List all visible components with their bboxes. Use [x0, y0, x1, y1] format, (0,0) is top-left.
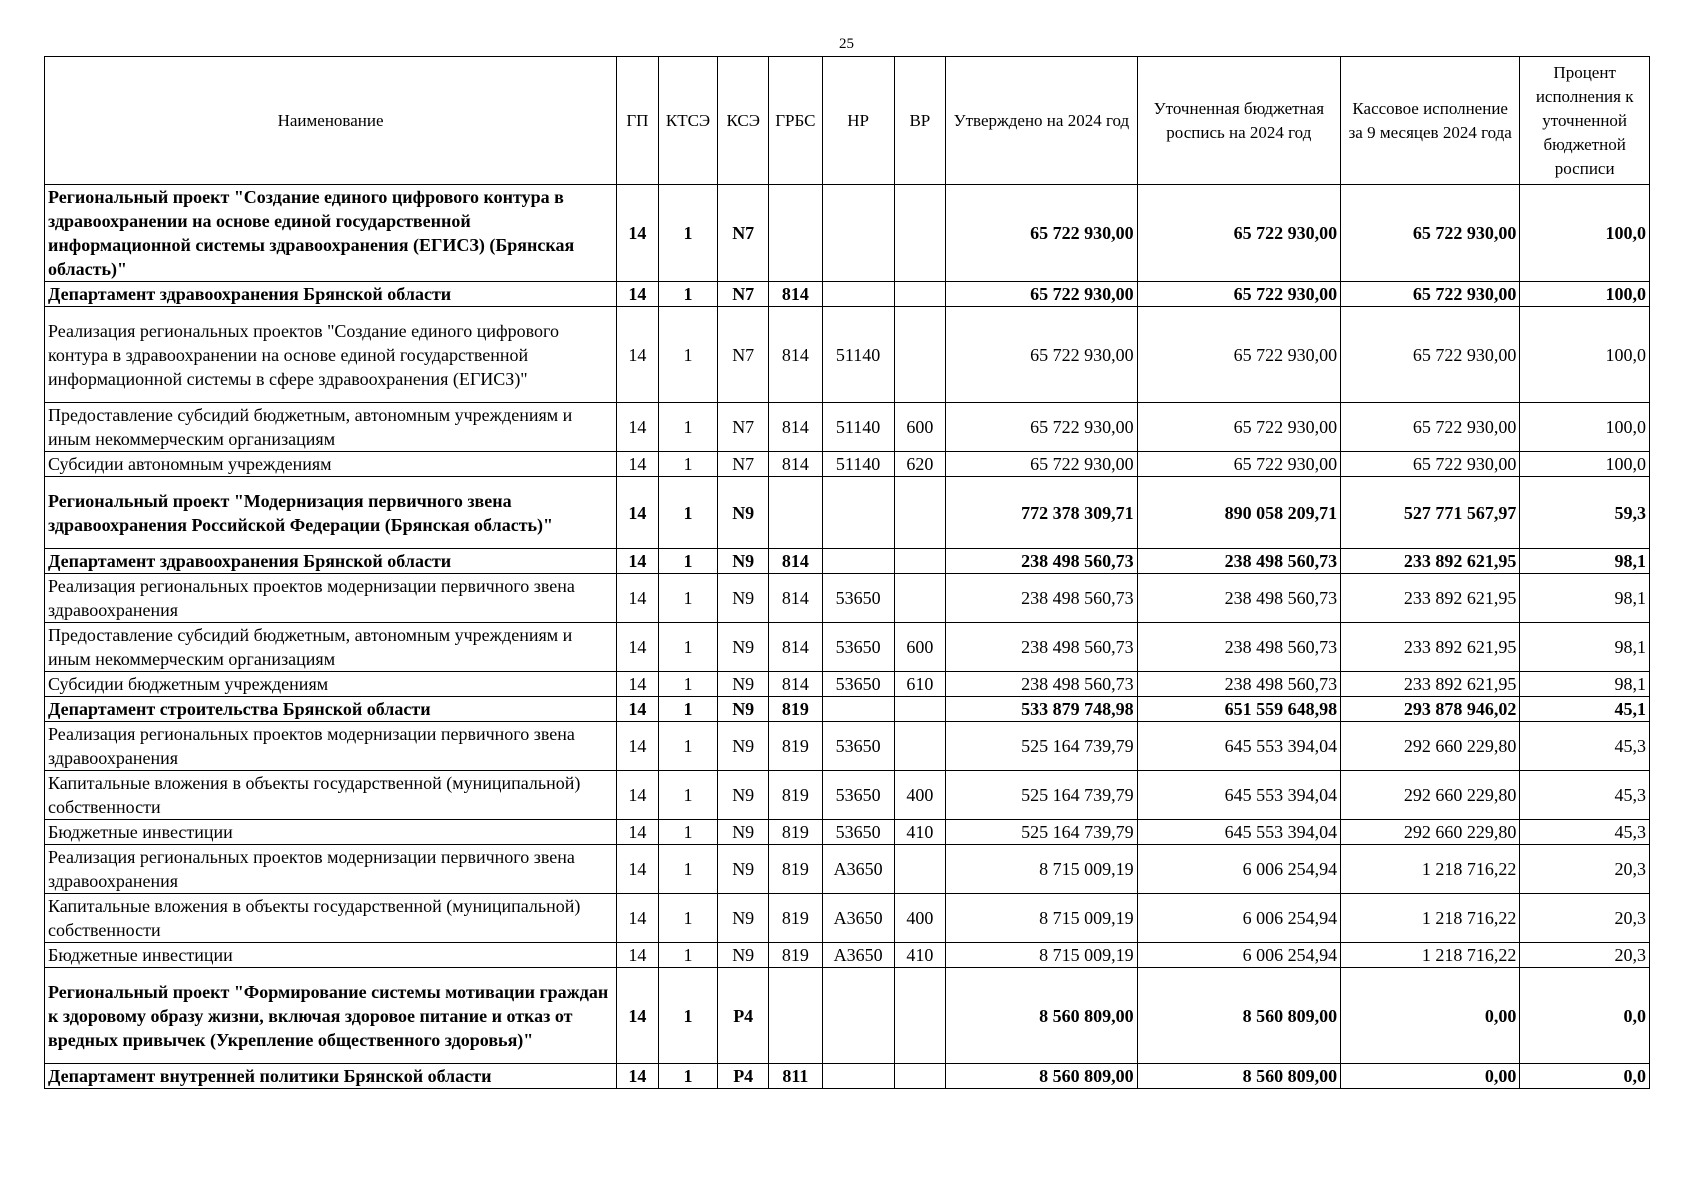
- cell-percent: 100,0: [1520, 282, 1650, 307]
- cell-nr: А3650: [822, 845, 894, 894]
- cell-kse: N9: [718, 771, 769, 820]
- cell-refined: 65 722 930,00: [1137, 403, 1341, 452]
- cell-vr: [894, 307, 946, 403]
- cell-name: Реализация региональных проектов модернизации первичного звена здравоохранения: [45, 722, 617, 771]
- cell-approved: 525 164 739,79: [946, 722, 1137, 771]
- cell-name: Бюджетные инвестиции: [45, 943, 617, 968]
- table-row: [45, 403, 1650, 452]
- table-row: [45, 282, 1650, 307]
- cell-grbs: 814: [769, 549, 823, 574]
- cell-kse: N9: [718, 722, 769, 771]
- cell-vr: [894, 185, 946, 282]
- cell-approved: 8 560 809,00: [946, 1064, 1137, 1089]
- cell-vr: 400: [894, 894, 946, 943]
- cell-ktse: 1: [658, 894, 718, 943]
- cell-vr: [894, 1064, 946, 1089]
- table-row: [45, 549, 1650, 574]
- cell-vr: 620: [894, 452, 946, 477]
- cell-cash: 65 722 930,00: [1341, 185, 1520, 282]
- cell-percent: 0,0: [1520, 968, 1650, 1064]
- cell-percent: 98,1: [1520, 672, 1650, 697]
- table-row: [45, 771, 1650, 820]
- cell-kse: N7: [718, 452, 769, 477]
- cell-nr: 51140: [822, 452, 894, 477]
- cell-approved: 65 722 930,00: [946, 185, 1137, 282]
- cell-ktse: 1: [658, 403, 718, 452]
- cell-name: Субсидии бюджетным учреждениям: [45, 672, 617, 697]
- cell-name: Реализация региональных проектов модернизации первичного звена здравоохранения: [45, 574, 617, 623]
- cell-nr: [822, 968, 894, 1064]
- cell-nr: А3650: [822, 894, 894, 943]
- cell-percent: 45,3: [1520, 722, 1650, 771]
- cell-kse: N9: [718, 894, 769, 943]
- cell-gp: 14: [617, 452, 659, 477]
- cell-cash: 527 771 567,97: [1341, 477, 1520, 549]
- cell-ktse: 1: [658, 697, 718, 722]
- cell-approved: 8 715 009,19: [946, 845, 1137, 894]
- cell-cash: 1 218 716,22: [1341, 894, 1520, 943]
- cell-gp: 14: [617, 307, 659, 403]
- table-row: [45, 845, 1650, 894]
- header-percent: Процент исполнения к уточненной бюджетной росписи: [1520, 57, 1650, 185]
- cell-percent: 100,0: [1520, 307, 1650, 403]
- cell-percent: 45,3: [1520, 820, 1650, 845]
- header-refined: Уточненная бюджетная роспись на 2024 год: [1137, 57, 1341, 185]
- cell-refined: 8 560 809,00: [1137, 1064, 1341, 1089]
- cell-gp: 14: [617, 574, 659, 623]
- header-kse: КСЭ: [718, 57, 769, 185]
- table-header-row: [45, 57, 1650, 185]
- header-cash: Кассовое исполнение за 9 месяцев 2024 года: [1341, 57, 1520, 185]
- cell-kse: N9: [718, 845, 769, 894]
- cell-gp: 14: [617, 894, 659, 943]
- cell-vr: 610: [894, 672, 946, 697]
- cell-gp: 14: [617, 722, 659, 771]
- page-number: 25: [839, 36, 854, 52]
- cell-kse: N9: [718, 574, 769, 623]
- table-row: [45, 307, 1650, 403]
- cell-kse: N9: [718, 549, 769, 574]
- cell-vr: [894, 549, 946, 574]
- cell-percent: 98,1: [1520, 549, 1650, 574]
- cell-refined: 238 498 560,73: [1137, 574, 1341, 623]
- cell-name: Департамент здравоохранения Брянской области: [45, 282, 617, 307]
- cell-vr: 410: [894, 820, 946, 845]
- cell-kse: N9: [718, 623, 769, 672]
- cell-refined: 238 498 560,73: [1137, 672, 1341, 697]
- cell-vr: 410: [894, 943, 946, 968]
- table-body: [45, 185, 1650, 1089]
- cell-vr: [894, 722, 946, 771]
- cell-ktse: 1: [658, 820, 718, 845]
- cell-approved: 65 722 930,00: [946, 307, 1137, 403]
- cell-kse: Р4: [718, 1064, 769, 1089]
- cell-kse: N9: [718, 697, 769, 722]
- cell-ktse: 1: [658, 722, 718, 771]
- table-row: [45, 452, 1650, 477]
- cell-approved: 525 164 739,79: [946, 771, 1137, 820]
- cell-refined: 65 722 930,00: [1137, 307, 1341, 403]
- cell-cash: 292 660 229,80: [1341, 771, 1520, 820]
- cell-cash: 0,00: [1341, 1064, 1520, 1089]
- cell-cash: 233 892 621,95: [1341, 672, 1520, 697]
- cell-approved: 8 715 009,19: [946, 943, 1137, 968]
- cell-vr: [894, 477, 946, 549]
- cell-kse: N9: [718, 477, 769, 549]
- cell-gp: 14: [617, 403, 659, 452]
- cell-refined: 645 553 394,04: [1137, 771, 1341, 820]
- cell-grbs: 814: [769, 672, 823, 697]
- table-row: [45, 943, 1650, 968]
- cell-refined: 645 553 394,04: [1137, 722, 1341, 771]
- header-grbs: ГРБС: [769, 57, 823, 185]
- cell-ktse: 1: [658, 771, 718, 820]
- cell-ktse: 1: [658, 845, 718, 894]
- cell-grbs: 819: [769, 697, 823, 722]
- cell-percent: 20,3: [1520, 894, 1650, 943]
- header-vr: ВР: [894, 57, 946, 185]
- cell-kse: N9: [718, 672, 769, 697]
- cell-grbs: [769, 185, 823, 282]
- cell-approved: 772 378 309,71: [946, 477, 1137, 549]
- cell-cash: 1 218 716,22: [1341, 845, 1520, 894]
- cell-ktse: 1: [658, 282, 718, 307]
- cell-vr: [894, 968, 946, 1064]
- cell-name: Капитальные вложения в объекты государственной (муниципальной) собственности: [45, 771, 617, 820]
- cell-nr: [822, 549, 894, 574]
- cell-vr: 600: [894, 623, 946, 672]
- cell-nr: 51140: [822, 307, 894, 403]
- cell-cash: 233 892 621,95: [1341, 574, 1520, 623]
- cell-name: Региональный проект "Формирование системы мотивации граждан к здоровому образу жизни, включая здоровое питание и отказ от вредных привычек (Укрепление общественного здоровья)": [45, 968, 617, 1064]
- cell-cash: 292 660 229,80: [1341, 820, 1520, 845]
- table-row: [45, 477, 1650, 549]
- table-row: [45, 672, 1650, 697]
- cell-vr: [894, 574, 946, 623]
- cell-ktse: 1: [658, 1064, 718, 1089]
- cell-approved: 65 722 930,00: [946, 403, 1137, 452]
- cell-name: Субсидии автономным учреждениям: [45, 452, 617, 477]
- table-row: [45, 820, 1650, 845]
- cell-refined: 645 553 394,04: [1137, 820, 1341, 845]
- cell-grbs: [769, 968, 823, 1064]
- cell-grbs: 814: [769, 282, 823, 307]
- cell-cash: 65 722 930,00: [1341, 282, 1520, 307]
- cell-refined: 890 058 209,71: [1137, 477, 1341, 549]
- cell-gp: 14: [617, 968, 659, 1064]
- cell-refined: 651 559 648,98: [1137, 697, 1341, 722]
- cell-name: Бюджетные инвестиции: [45, 820, 617, 845]
- cell-kse: N7: [718, 307, 769, 403]
- cell-name: Предоставление субсидий бюджетным, автономным учреждениям и иным некоммерческим организациям: [45, 623, 617, 672]
- cell-refined: 6 006 254,94: [1137, 845, 1341, 894]
- cell-grbs: 814: [769, 623, 823, 672]
- cell-percent: 20,3: [1520, 845, 1650, 894]
- cell-gp: 14: [617, 820, 659, 845]
- cell-gp: 14: [617, 697, 659, 722]
- cell-cash: 233 892 621,95: [1341, 549, 1520, 574]
- cell-percent: 45,1: [1520, 697, 1650, 722]
- cell-gp: 14: [617, 943, 659, 968]
- cell-approved: 525 164 739,79: [946, 820, 1137, 845]
- cell-grbs: 819: [769, 845, 823, 894]
- header-approved: Утверждено на 2024 год: [946, 57, 1137, 185]
- cell-refined: 8 560 809,00: [1137, 968, 1341, 1064]
- cell-refined: 238 498 560,73: [1137, 549, 1341, 574]
- cell-gp: 14: [617, 771, 659, 820]
- cell-ktse: 1: [658, 574, 718, 623]
- cell-vr: [894, 845, 946, 894]
- cell-approved: 533 879 748,98: [946, 697, 1137, 722]
- cell-refined: 65 722 930,00: [1137, 282, 1341, 307]
- cell-ktse: 1: [658, 549, 718, 574]
- cell-refined: 6 006 254,94: [1137, 894, 1341, 943]
- cell-kse: N9: [718, 820, 769, 845]
- cell-ktse: 1: [658, 672, 718, 697]
- cell-vr: 400: [894, 771, 946, 820]
- table-row: [45, 574, 1650, 623]
- cell-approved: 65 722 930,00: [946, 452, 1137, 477]
- cell-cash: 292 660 229,80: [1341, 722, 1520, 771]
- cell-refined: 65 722 930,00: [1137, 452, 1341, 477]
- cell-gp: 14: [617, 1064, 659, 1089]
- cell-refined: 65 722 930,00: [1137, 185, 1341, 282]
- cell-name: Реализация региональных проектов "Создание единого цифрового контура в здравоохранении на основе единой государственной информационной системы в сфере здравоохранения (ЕГИСЗ)": [45, 307, 617, 403]
- cell-name: Департамент внутренней политики Брянской области: [45, 1064, 617, 1089]
- cell-ktse: 1: [658, 968, 718, 1064]
- cell-grbs: 819: [769, 943, 823, 968]
- cell-cash: 65 722 930,00: [1341, 307, 1520, 403]
- cell-name: Департамент строительства Брянской области: [45, 697, 617, 722]
- cell-nr: 53650: [822, 771, 894, 820]
- cell-nr: 53650: [822, 722, 894, 771]
- cell-cash: 1 218 716,22: [1341, 943, 1520, 968]
- cell-name: Региональный проект "Модернизация первичного звена здравоохранения Российской Федерации (Брянская область)": [45, 477, 617, 549]
- cell-grbs: 814: [769, 403, 823, 452]
- cell-grbs: 811: [769, 1064, 823, 1089]
- cell-name: Региональный проект "Создание единого цифрового контура в здравоохранении на основе единой государственной информационной системы здравоохранения (ЕГИСЗ) (Брянская область)": [45, 185, 617, 282]
- budget-table: [44, 56, 1650, 1089]
- cell-gp: 14: [617, 672, 659, 697]
- table-row: [45, 722, 1650, 771]
- header-ktse: КТСЭ: [658, 57, 718, 185]
- cell-name: Капитальные вложения в объекты государственной (муниципальной) собственности: [45, 894, 617, 943]
- cell-grbs: 819: [769, 722, 823, 771]
- cell-grbs: 814: [769, 574, 823, 623]
- cell-kse: N7: [718, 403, 769, 452]
- cell-cash: 65 722 930,00: [1341, 403, 1520, 452]
- cell-kse: N9: [718, 943, 769, 968]
- cell-cash: 233 892 621,95: [1341, 623, 1520, 672]
- cell-percent: 0,0: [1520, 1064, 1650, 1089]
- cell-percent: 98,1: [1520, 574, 1650, 623]
- table-row: [45, 968, 1650, 1064]
- cell-vr: 600: [894, 403, 946, 452]
- cell-approved: 238 498 560,73: [946, 672, 1137, 697]
- cell-refined: 6 006 254,94: [1137, 943, 1341, 968]
- cell-approved: 238 498 560,73: [946, 623, 1137, 672]
- cell-approved: 65 722 930,00: [946, 282, 1137, 307]
- cell-kse: Р4: [718, 968, 769, 1064]
- cell-name: Департамент здравоохранения Брянской области: [45, 549, 617, 574]
- header-nr: НР: [822, 57, 894, 185]
- cell-nr: 53650: [822, 820, 894, 845]
- cell-approved: 238 498 560,73: [946, 574, 1137, 623]
- table-row: [45, 1064, 1650, 1089]
- cell-nr: [822, 697, 894, 722]
- header-gp: ГП: [617, 57, 659, 185]
- cell-gp: 14: [617, 477, 659, 549]
- cell-cash: 293 878 946,02: [1341, 697, 1520, 722]
- cell-approved: 238 498 560,73: [946, 549, 1137, 574]
- cell-nr: А3650: [822, 943, 894, 968]
- cell-percent: 45,3: [1520, 771, 1650, 820]
- cell-gp: 14: [617, 185, 659, 282]
- cell-ktse: 1: [658, 185, 718, 282]
- cell-nr: 53650: [822, 574, 894, 623]
- cell-grbs: 814: [769, 452, 823, 477]
- cell-gp: 14: [617, 845, 659, 894]
- cell-percent: 100,0: [1520, 452, 1650, 477]
- cell-nr: 51140: [822, 403, 894, 452]
- cell-ktse: 1: [658, 623, 718, 672]
- cell-percent: 20,3: [1520, 943, 1650, 968]
- header-name: Наименование: [45, 57, 617, 185]
- cell-grbs: 819: [769, 771, 823, 820]
- cell-nr: 53650: [822, 672, 894, 697]
- cell-kse: N7: [718, 185, 769, 282]
- table-row: [45, 697, 1650, 722]
- table-row: [45, 185, 1650, 282]
- cell-percent: 98,1: [1520, 623, 1650, 672]
- cell-grbs: 819: [769, 894, 823, 943]
- cell-grbs: 819: [769, 820, 823, 845]
- table-row: [45, 623, 1650, 672]
- cell-nr: [822, 1064, 894, 1089]
- cell-approved: 8 560 809,00: [946, 968, 1137, 1064]
- cell-cash: 0,00: [1341, 968, 1520, 1064]
- cell-kse: N7: [718, 282, 769, 307]
- cell-nr: [822, 477, 894, 549]
- cell-gp: 14: [617, 549, 659, 574]
- cell-approved: 8 715 009,19: [946, 894, 1137, 943]
- cell-name: Реализация региональных проектов модернизации первичного звена здравоохранения: [45, 845, 617, 894]
- cell-refined: 238 498 560,73: [1137, 623, 1341, 672]
- cell-vr: [894, 282, 946, 307]
- cell-grbs: 814: [769, 307, 823, 403]
- cell-nr: [822, 185, 894, 282]
- cell-gp: 14: [617, 282, 659, 307]
- cell-percent: 59,3: [1520, 477, 1650, 549]
- cell-ktse: 1: [658, 307, 718, 403]
- cell-cash: 65 722 930,00: [1341, 452, 1520, 477]
- table-row: [45, 894, 1650, 943]
- cell-grbs: [769, 477, 823, 549]
- cell-nr: 53650: [822, 623, 894, 672]
- cell-name: Предоставление субсидий бюджетным, автономным учреждениям и иным некоммерческим организациям: [45, 403, 617, 452]
- cell-ktse: 1: [658, 452, 718, 477]
- cell-ktse: 1: [658, 477, 718, 549]
- cell-nr: [822, 282, 894, 307]
- cell-gp: 14: [617, 623, 659, 672]
- cell-ktse: 1: [658, 943, 718, 968]
- cell-percent: 100,0: [1520, 185, 1650, 282]
- cell-percent: 100,0: [1520, 403, 1650, 452]
- cell-vr: [894, 697, 946, 722]
